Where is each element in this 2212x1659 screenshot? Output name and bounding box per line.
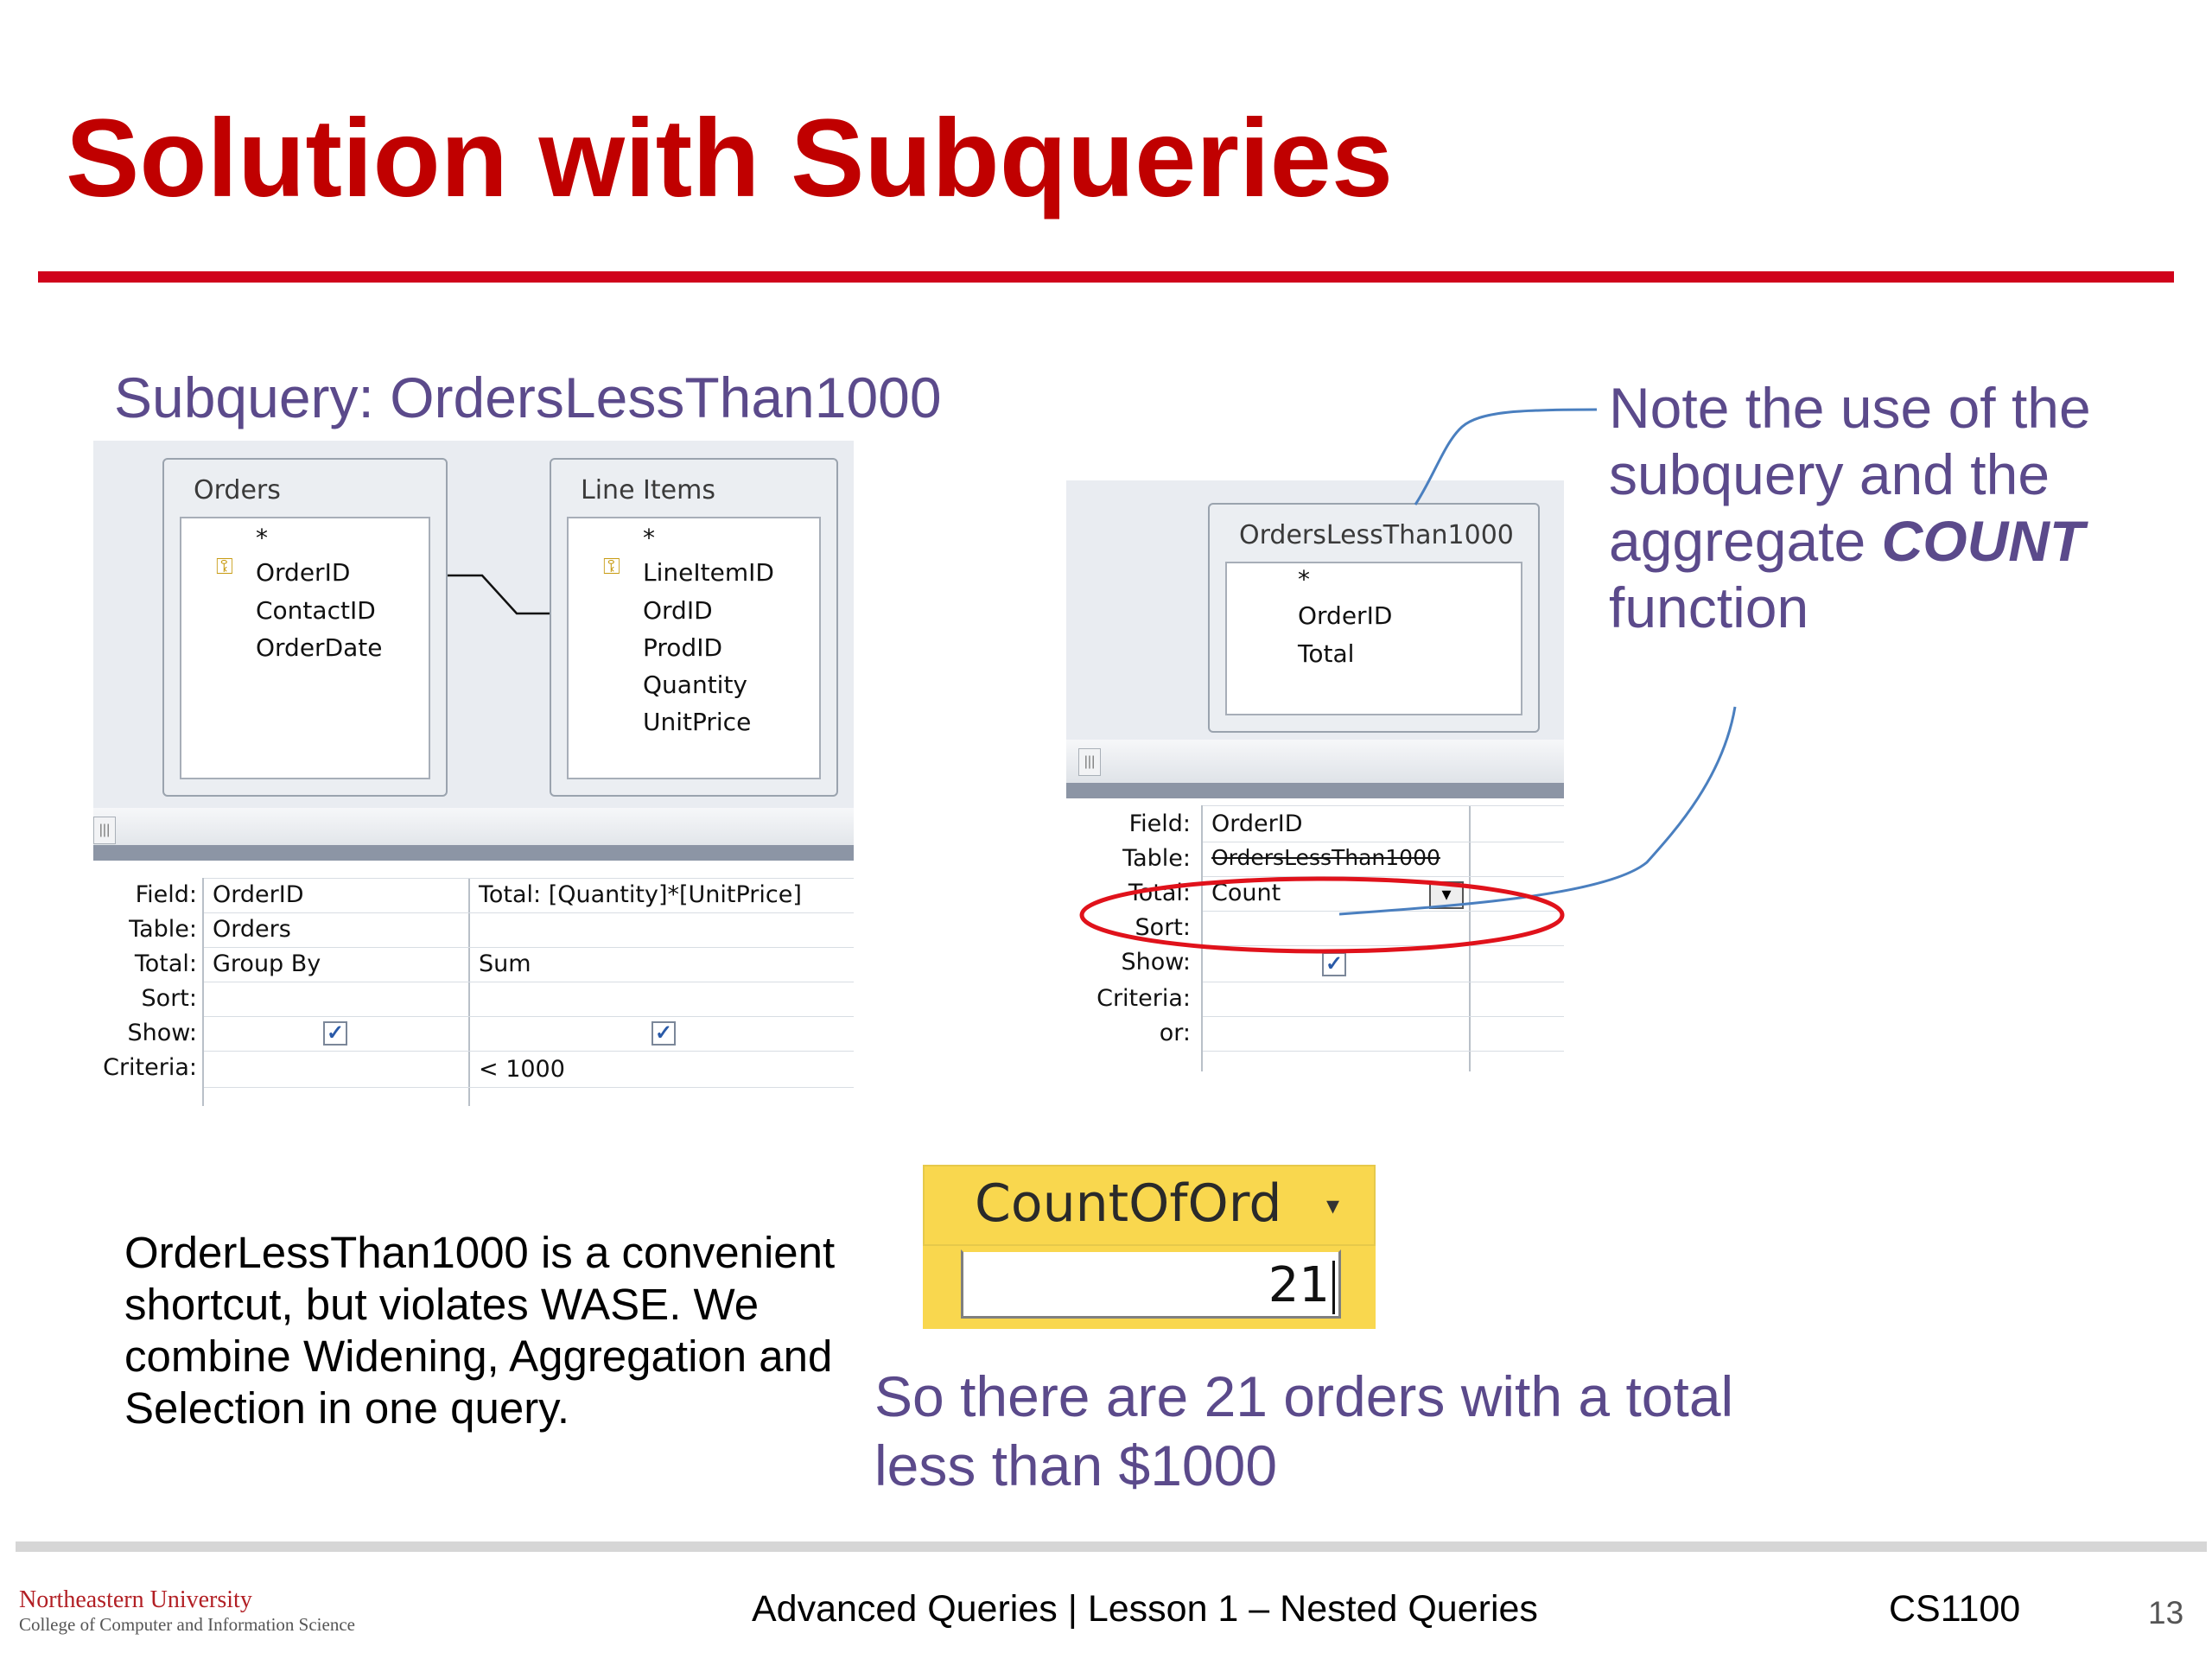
- result-row: [923, 1246, 1376, 1329]
- show-checkbox[interactable]: ✓: [1322, 952, 1346, 976]
- field-item[interactable]: LineItemID: [643, 558, 774, 587]
- note-line: Note the use of the: [1609, 376, 2091, 440]
- row-label-table: Table:: [129, 916, 197, 943]
- table-box-orders-less-than-1000[interactable]: [1208, 503, 1540, 733]
- note-text: aggregate: [1609, 509, 1882, 573]
- scroll-handle-icon[interactable]: |||: [93, 817, 116, 844]
- field-item[interactable]: ContactID: [256, 596, 376, 625]
- subquery-heading: Subquery: OrdersLessThan1000: [114, 365, 942, 429]
- primary-key-icon: ⚿: [216, 553, 233, 579]
- field-asterisk[interactable]: *: [1298, 565, 1310, 594]
- field-item[interactable]: OrderID: [1298, 601, 1393, 630]
- table-name-line-items: Line Items: [581, 475, 715, 505]
- note-line: [1609, 508, 2179, 575]
- footer-course-code: CS1100: [1889, 1588, 2021, 1630]
- column-header[interactable]: [923, 1165, 1376, 1246]
- row-label-field: Field:: [135, 881, 197, 908]
- row-label-field: Field:: [1128, 810, 1191, 837]
- text-caret: [1332, 1261, 1335, 1314]
- row-label-sort: Sort:: [141, 985, 197, 1012]
- pane-splitter[interactable]: [1066, 740, 1564, 783]
- show-checkbox[interactable]: ✓: [652, 1021, 676, 1046]
- footer-lesson-title: Advanced Queries | Lesson 1 – Nested Queries: [752, 1588, 1538, 1630]
- field-item[interactable]: Total: [1298, 639, 1355, 668]
- row-label-or: or:: [1159, 1020, 1191, 1046]
- grid-cell-total[interactable]: Sum: [479, 950, 531, 977]
- note-callout: [1609, 375, 2179, 641]
- field-asterisk[interactable]: *: [643, 524, 655, 552]
- design-grid: [93, 861, 854, 1106]
- explanation-text: OrderLessThan1000 is a convenient shortcut, but violates WASE. We combine Widening, Aggregation and Selection in one query.: [124, 1228, 836, 1433]
- page-number: 13: [2148, 1595, 2184, 1630]
- conclusion-text: So there are 21 orders with a total less than $1000: [874, 1364, 1734, 1497]
- college-name: College of Computer and Information Science: [19, 1614, 355, 1635]
- field-item[interactable]: ProdID: [643, 633, 723, 662]
- design-grid: [1066, 798, 1564, 1071]
- grid-cell-table[interactable]: OrdersLessThan1000: [1211, 845, 1440, 870]
- row-label-criteria: Criteria:: [1096, 985, 1191, 1012]
- footer-divider: [16, 1541, 2207, 1552]
- row-label-sort: Sort:: [1135, 914, 1191, 941]
- slide-title: Solution with Subqueries: [66, 97, 1393, 220]
- grid-cell-criteria[interactable]: < 1000: [479, 1056, 565, 1083]
- title-divider: [38, 271, 2174, 283]
- grid-divider-bar[interactable]: [1066, 783, 1564, 798]
- row-label-table: Table:: [1122, 845, 1191, 872]
- grid-cell-field[interactable]: OrderID: [1211, 810, 1303, 837]
- chevron-down-icon[interactable]: ▾: [1325, 1192, 1339, 1220]
- note-emphasis: COUNT: [1881, 509, 2085, 573]
- row-label-show: Show:: [1121, 949, 1191, 976]
- row-label-total: Total:: [1128, 880, 1191, 906]
- column-header-label: CountOfOrd: [975, 1173, 1282, 1234]
- note-line: subquery and the: [1609, 442, 2050, 506]
- field-item[interactable]: Quantity: [643, 671, 747, 699]
- table-name-orders: Orders: [194, 475, 281, 505]
- result-datasheet: [923, 1165, 1376, 1329]
- total-dropdown-button[interactable]: [1429, 881, 1464, 909]
- note-line: function: [1609, 575, 1809, 639]
- grid-cell-field[interactable]: OrderID: [213, 881, 304, 908]
- field-list-orders-less-than-1000: [1225, 562, 1522, 715]
- show-checkbox[interactable]: ✓: [323, 1021, 347, 1046]
- grid-cell-table[interactable]: Orders: [213, 916, 291, 943]
- grid-cell-field[interactable]: Total: [Quantity]*[UnitPrice]: [479, 881, 802, 908]
- table-name-orders-less-than-1000: OrdersLessThan1000: [1239, 520, 1514, 550]
- grid-cell-total[interactable]: Count: [1211, 880, 1281, 906]
- subquery-design-view: [93, 441, 854, 1106]
- result-cell[interactable]: [961, 1249, 1341, 1319]
- field-asterisk[interactable]: *: [256, 524, 268, 552]
- grid-divider-bar[interactable]: [93, 845, 854, 861]
- row-label-show: Show:: [127, 1020, 197, 1046]
- field-item[interactable]: OrdID: [643, 596, 713, 625]
- result-value: 21: [1268, 1257, 1330, 1313]
- row-label-criteria: Criteria:: [103, 1054, 197, 1081]
- field-item[interactable]: UnitPrice: [643, 708, 752, 736]
- primary-key-icon: ⚿: [603, 553, 620, 579]
- chevron-down-icon: ▾: [1441, 883, 1452, 905]
- scroll-handle-icon[interactable]: |||: [1078, 748, 1101, 776]
- row-label-total: Total:: [134, 950, 197, 977]
- university-logo-name: Northeastern University: [19, 1586, 252, 1613]
- field-item[interactable]: OrderDate: [256, 633, 383, 662]
- main-query-design-view: [1066, 480, 1564, 1071]
- field-item[interactable]: OrderID: [256, 558, 351, 587]
- grid-cell-total[interactable]: Group By: [213, 950, 321, 977]
